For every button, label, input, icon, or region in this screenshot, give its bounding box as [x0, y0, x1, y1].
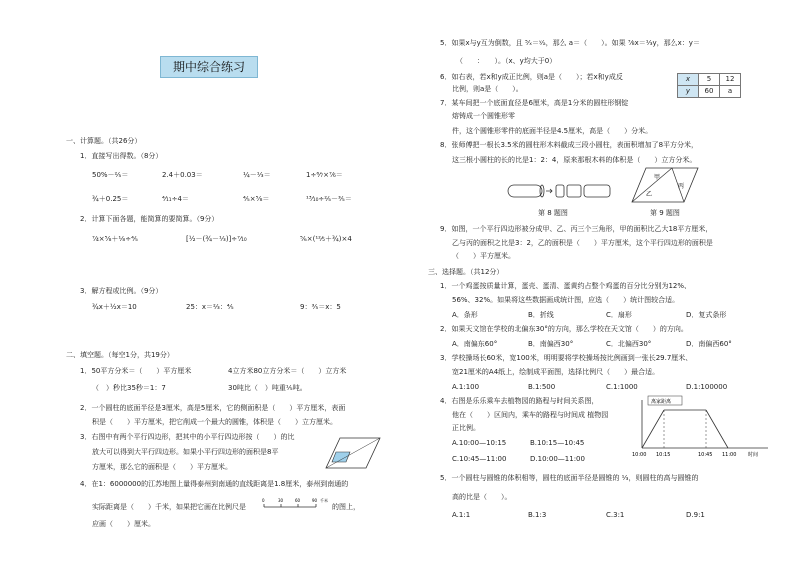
- section-1-heading: 一、计算题。（共26分）: [66, 137, 142, 145]
- fill-3c: 方厘米，那么它的面积是（ ）平方厘米。: [92, 463, 232, 471]
- calc-item: ¼－⅓＝: [243, 171, 271, 179]
- calc-item: ¾＋0.25＝: [92, 195, 129, 203]
- graph-xtick: 11:00: [722, 452, 737, 458]
- fill-3a: 3．右图中有两个平行四边形，把其中的小平行四边形按（ ）的比: [80, 433, 295, 441]
- fill-5a: 5．如果x与y互为倒数，且 ⁵⁄ₓ＝ʸ⁄ₐ，那么 a＝（ ）。如果 ⁷⁄₈x＝⅓y，那么x：y＝: [440, 39, 700, 47]
- triangle-parallelogram-figure: [632, 166, 700, 204]
- scale-tick: 90: [312, 498, 318, 503]
- choice-1b: 56%、32%。如果将这些数据画成统计图，应选（ ）统计图较合适。: [452, 296, 680, 304]
- equation-item: 25：x＝⅔：⅘: [186, 303, 234, 311]
- table-cell: y: [678, 86, 699, 98]
- fill-5b: （ ： ）。（x、y均大于0）: [456, 57, 557, 65]
- q3-prompt: 3．解方程或比例。（9分）: [80, 287, 163, 295]
- scale-unit: 千米: [320, 498, 328, 503]
- option[interactable]: B.1:500: [528, 383, 556, 391]
- option[interactable]: B.10:15—10:45: [530, 439, 585, 447]
- graph-xlabel: 时间: [748, 452, 759, 458]
- fill-1c: （ ）秒比35秒＝1：7: [92, 384, 166, 392]
- label-jia: 甲: [654, 174, 661, 181]
- fill-4c: 的图上，: [332, 503, 360, 511]
- section-2-heading: 二、填空题。（每空1分，共19分）: [66, 351, 174, 359]
- option[interactable]: B．南偏西30°: [528, 340, 574, 348]
- distance-time-graph: [628, 396, 788, 458]
- table-cell: 12: [720, 74, 741, 86]
- table-cell: a: [720, 86, 741, 98]
- fill-4a: 4．在1：6000000的江苏地图上量得泰州到南通的直线距离是1.8厘米，泰州到南通的: [80, 480, 349, 488]
- graph-xtick: 10:00: [632, 452, 647, 458]
- option[interactable]: A．南偏东60°: [452, 340, 498, 348]
- fill-2a: 2．一个圆柱的底面半径是3厘米，高是5厘米，它的侧面积是（ ）平方厘米，表面: [80, 404, 346, 412]
- fill-6b: 比例，则a是（ ）。: [452, 85, 523, 93]
- fill-3b: 放大可以得到大平行四边形。如果小平行四边形的面积是8平: [92, 448, 279, 456]
- parallelogram-figure: [326, 436, 382, 470]
- choice-3b: 宽21厘米的A4纸上，绘制成平面图，选择比例尺（ ）最合适。: [452, 368, 660, 376]
- option[interactable]: C.3:1: [606, 511, 625, 519]
- table-cell: 60: [699, 86, 720, 98]
- fill-1b: 4立方米80立方分米＝（ ）立方米: [228, 367, 347, 375]
- xy-table: [677, 73, 741, 98]
- option[interactable]: A.1:1: [452, 511, 471, 519]
- calc-item: 50%－⅖＝: [92, 171, 129, 179]
- table-cell: 5: [699, 74, 720, 86]
- calc2-item: [½－(¾－⅓)]÷⁷⁄₁₀: [186, 235, 247, 243]
- fill-4d: 应画（ ）厘米。: [92, 520, 155, 528]
- section-3-heading: 三、选择题。（共12分）: [428, 268, 504, 276]
- scale-bar: [262, 497, 330, 511]
- fill-7a: 7．某车间把一个底面直径是6厘米，高是1分米的圆柱形钢锭: [440, 99, 629, 107]
- choice-4c: 正比例。: [452, 424, 480, 432]
- option[interactable]: D.1:100000: [686, 383, 728, 391]
- option[interactable]: D.9:1: [686, 511, 705, 519]
- page-title: 期中综合练习: [160, 56, 258, 78]
- graph-ylabel: 离家距离: [651, 399, 672, 405]
- option[interactable]: D.10:00—11:00: [530, 455, 585, 463]
- scale-tick: 30: [278, 498, 284, 503]
- fill-8b: 这三根小圆柱的长的比是1：2：4，原来那根木料的体积是（ ）立方分米。: [452, 156, 697, 164]
- option[interactable]: B．折线: [528, 311, 554, 319]
- log-figure: [506, 180, 616, 210]
- fill-9a: 9．如图，一个平行四边形被分成甲、乙、丙三个三角形，甲的面积比乙大18平方厘米，: [440, 225, 713, 233]
- option[interactable]: C．扇形: [606, 311, 632, 319]
- equation-item: 9：⅗＝x：5: [300, 303, 341, 311]
- choice-2a: 2．如果天文馆在学校的北偏东30°的方向，那么学校在天文馆（ ）的方向。: [440, 325, 688, 333]
- option[interactable]: C．北偏西30°: [606, 340, 652, 348]
- calc-item: ⁴⁄₁₁÷4＝: [162, 195, 189, 203]
- option[interactable]: A.1:100: [452, 383, 480, 391]
- label-yi: 乙: [646, 191, 653, 198]
- fill-7b: 熔铸成一个圆锥形零: [452, 112, 515, 120]
- fill-4b: 实际距离是（ ）千米，如果把它画在比例尺是: [92, 503, 246, 511]
- option[interactable]: A．条形: [452, 311, 478, 319]
- calc-item: ⅘×⅝＝: [243, 195, 270, 203]
- option[interactable]: D．南偏西60°: [686, 340, 732, 348]
- scale-tick: 60: [295, 498, 301, 503]
- choice-5a: 5．一个圆柱与圆锥的体积相等，圆柱的底面半径是圆锥的 ⅓，则圆柱的高与圆锥的: [440, 474, 699, 482]
- graph-xtick: 10:15: [656, 452, 671, 458]
- q2-prompt: 2．计算下面各题，能简算的要简算。（9分）: [80, 215, 219, 223]
- choice-4a: 4．右图是乐乐乘车去植物园的路程与时间关系图，: [440, 397, 599, 405]
- calc-item: 1÷⁶⁄₇×⁷⁄₆＝: [306, 171, 343, 179]
- choice-1a: 1．一个鸡蛋按质量计算，蛋壳、蛋清、蛋黄约占整个鸡蛋的百分比分别为12%、: [440, 282, 692, 290]
- equation-item: ¾x＋½x＝10: [92, 303, 137, 311]
- fill-9b: 乙与丙的面积之比是3：2，乙的面积是（ ）平方厘米，这个平行四边形的面积是: [452, 239, 713, 247]
- fill-7c: 件，这个圆锥形零件的底面半径是4.5厘米，高是（ ）分米。: [452, 127, 653, 135]
- calc-item: ¹³⁄₁₀÷⅖－⅗＝: [306, 195, 352, 203]
- label-bing: 丙: [678, 183, 685, 190]
- option[interactable]: D．复式条形: [686, 311, 727, 319]
- calc2-item: ⅚×(¹²⁄₅＋¾)×4: [300, 235, 352, 243]
- fill-9c: （ ）平方厘米。: [452, 252, 515, 260]
- fill-6a: 6．如右表，若x和y成正比例，则a是（ ）；若x和y成反: [440, 73, 623, 81]
- calc-item: 2.4＋0.03＝: [162, 171, 203, 179]
- fill-1d: 30吨比（ ）吨重⅕吨。: [228, 384, 307, 392]
- fig9-caption: 第 9 题图: [650, 209, 680, 217]
- choice-5b: 高的比是（ ）。: [452, 493, 512, 501]
- scale-tick: 0: [262, 498, 265, 503]
- fill-8a: 8．张师傅把一根长3.5米的圆柱形木料截成三段小圆柱，表面积增加了8平方分米，: [440, 141, 699, 149]
- option[interactable]: C.1:1000: [606, 383, 638, 391]
- fig8-caption: 第 8 题图: [538, 209, 568, 217]
- choice-4b: 他在（ ）区间内，乘车的路程与时间成 植物园: [452, 411, 609, 419]
- option[interactable]: B.1:3: [528, 511, 547, 519]
- table-cell: x: [678, 74, 699, 86]
- calc2-item: ⁷⁄₄×⅝＋⅛÷⅘: [92, 235, 138, 243]
- option[interactable]: C.10:45—11:00: [452, 455, 507, 463]
- q1-prompt: 1．直接写出得数。（8分）: [80, 152, 163, 160]
- graph-xtick: 10:45: [698, 452, 713, 458]
- choice-3a: 3．学校操场长60米，宽100米，明明要将学校操场按比例画到一张长29.7厘米、: [440, 354, 693, 362]
- option[interactable]: A.10:00—10:15: [452, 439, 507, 447]
- fill-2b: 积是（ ）平方厘米，把它削成一个最大的圆锥，体积是（ ）立方厘米。: [92, 418, 337, 426]
- fill-1a: 1．50平方分米＝（ ）平方厘米: [80, 367, 192, 375]
